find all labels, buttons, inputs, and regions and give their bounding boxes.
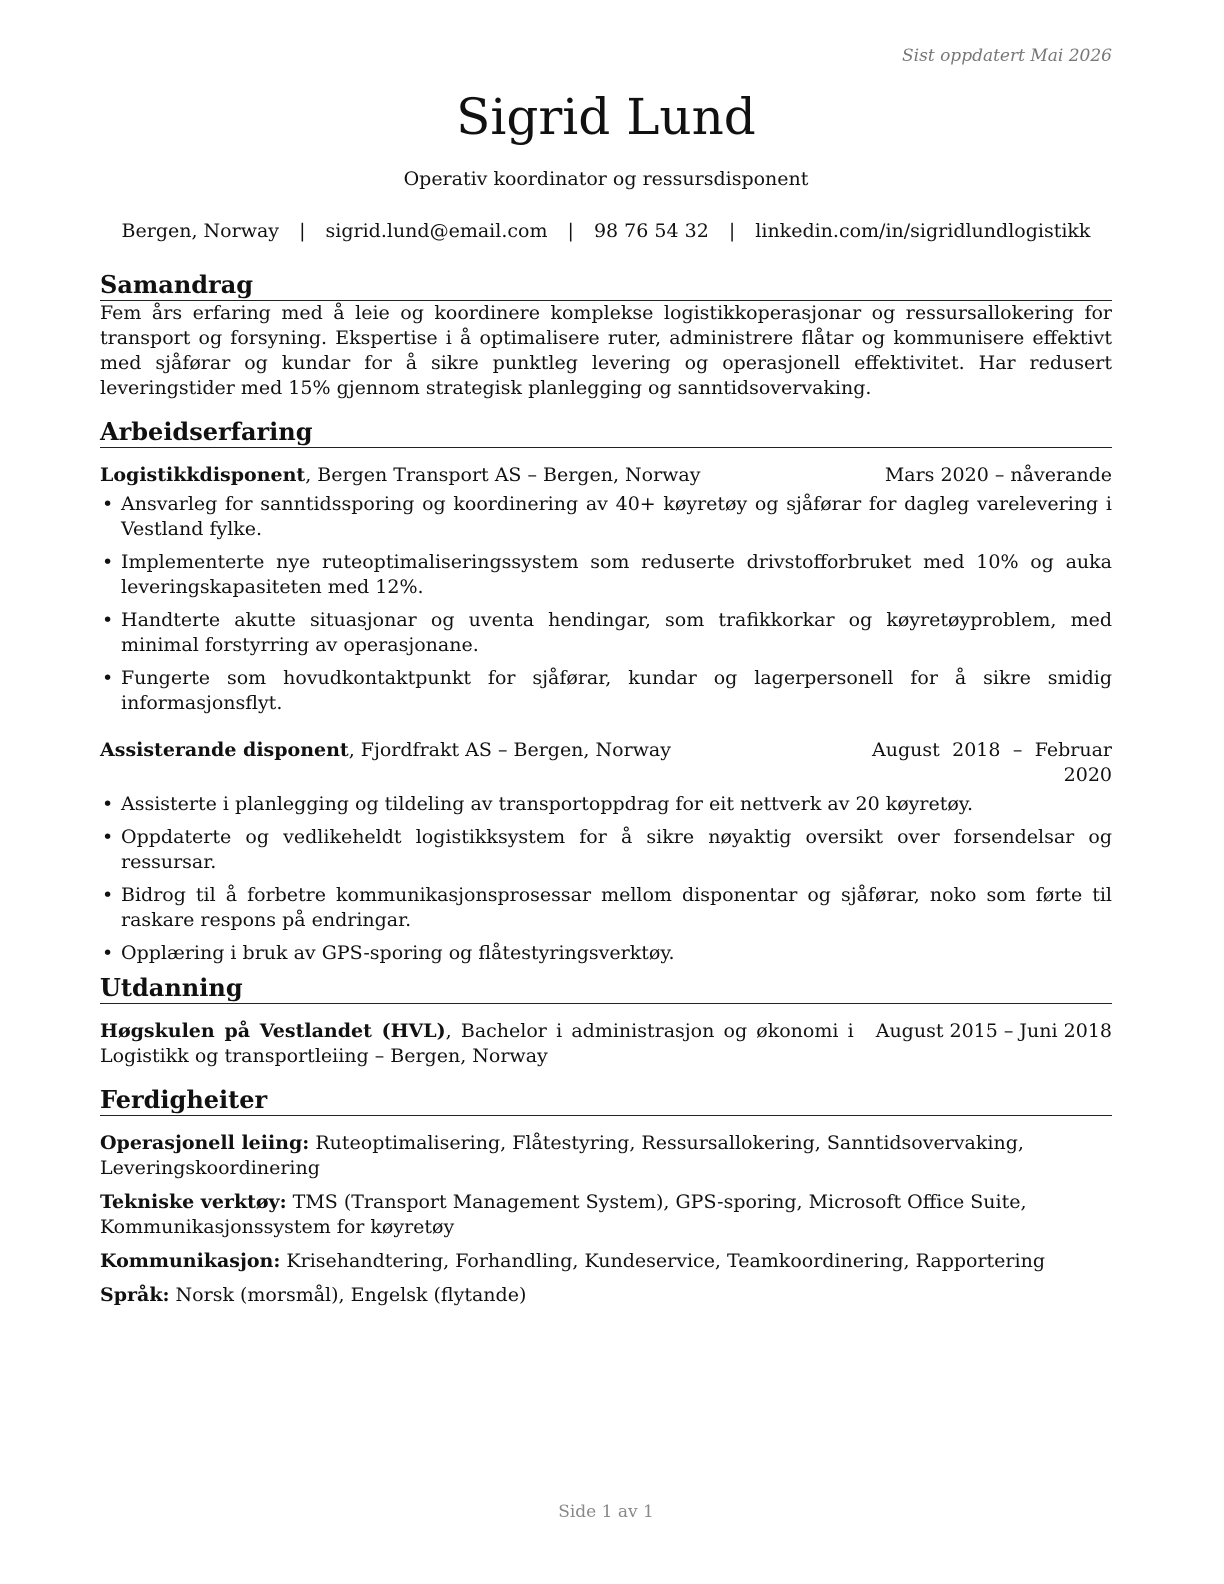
skill-label: Operasjonell leiing: <box>100 1132 310 1154</box>
skill-row <box>100 1249 1112 1274</box>
resume-page <box>100 0 1112 1584</box>
contact-location: Bergen, Norway <box>121 220 280 242</box>
candidate-name: Sigrid Lund <box>456 88 756 146</box>
skill-label: Tekniske verktøy: <box>100 1191 287 1213</box>
job-entry <box>100 463 1112 716</box>
skill-row <box>100 1190 1112 1240</box>
education-details <box>100 1019 854 1069</box>
job-bullets <box>100 492 1112 716</box>
job-entry <box>100 738 1112 966</box>
list-item: • Bidrog til å forbetre kommunikasjonsprosessar mellom disponentar og sjåførar, noko som førte til raskare respons på endringar. <box>100 883 1112 933</box>
job-company: , Bergen Transport AS – Bergen, Norway <box>305 464 701 486</box>
job-role: Logistikkdisponent <box>100 464 306 486</box>
summary-text: Fem års erfaring med å leie og koordinere komplekse logistikkoperasjonar og ressursallokering for transport og forsyning. Ekspertise i å optimalisere ruter, administrere flåtar og kommunisere effektivt med sjåførar og kundar for å sikre punktleg levering og operasjonell effektivitet. Har redusert leveringstider med 15% gjennom strategisk planlegging og sanntidsovervaking. <box>100 302 1112 399</box>
skill-value: Krisehandtering, Forhandling, Kundeservice, Teamkoordinering, Rapportering <box>280 1250 1045 1272</box>
section-title-summary: Samandrag <box>100 271 1112 301</box>
job-header <box>100 463 1112 488</box>
summary-section <box>100 271 1112 401</box>
experience-list <box>100 463 1112 966</box>
job-bullets <box>100 792 1112 966</box>
list-item: • Assisterte i planlegging og tildeling av transportoppdrag for eit nettverk av 20 køyretøy. <box>100 792 1112 817</box>
resume-content <box>100 271 1112 1317</box>
job-dates: Mars 2020 – nåverande <box>884 464 1112 486</box>
job-company: , Fjordfrakt AS – Bergen, Norway <box>348 739 671 761</box>
skill-value: Norsk (morsmål), Engelsk (flytande) <box>169 1284 527 1306</box>
job-header <box>100 738 1112 788</box>
contact-line <box>100 219 1112 244</box>
section-title-experience: Arbeidserfaring <box>100 418 1112 448</box>
contact-linkedin[interactable]: linkedin.com/in/sigridlundlogistikk <box>755 220 1091 242</box>
skills-section <box>100 1086 1112 1308</box>
contact-phone[interactable]: 98 76 54 32 <box>593 220 709 242</box>
section-title-education: Utdanning <box>100 974 1112 1004</box>
list-item: • Oppdaterte og vedlikeheldt logistikksystem for å sikre nøyaktig oversikt over forsendelsar og ressursar. <box>100 825 1112 875</box>
job-title-line <box>100 738 856 763</box>
list-item: • Fungerte som hovudkontaktpunkt for sjåførar, kundar og lagerpersonell for å sikre smidig informasjonsflyt. <box>100 666 1112 716</box>
section-title-skills: Ferdigheiter <box>100 1086 1112 1116</box>
job-dates: August 2018 – Februar 2020 <box>872 739 1112 786</box>
list-item: • Opplæring i bruk av GPS-sporing og flåtestyringsverktøy. <box>100 941 1112 966</box>
experience-section <box>100 418 1112 966</box>
skill-label: Språk: <box>100 1284 170 1306</box>
skill-label: Kommunikasjon: <box>100 1250 281 1272</box>
contact-email[interactable]: sigrid.lund@email.com <box>325 220 548 242</box>
education-degree: , Bachelor i administrasjon og økonomi i Logistikk og transportleiing – Bergen, Norway <box>100 1020 854 1067</box>
education-entry <box>100 1019 1112 1069</box>
list-item: • Implementerte nye ruteoptimaliseringssystem som reduserte drivstofforbruket med 10% og auka leveringskapasiteten med 12%. <box>100 550 1112 600</box>
skill-row <box>100 1131 1112 1181</box>
education-dates: August 2015 – Juni 2018 <box>875 1020 1112 1042</box>
job-title-line <box>100 463 869 488</box>
contact-separator: | <box>728 220 736 242</box>
skill-value: Ruteoptimalisering, Flåtestyring, Ressursallokering, Sanntidsovervaking, Leveringskoordinering <box>100 1132 1024 1179</box>
candidate-tagline: Operativ koordinator og ressursdisponent <box>403 168 809 190</box>
page-number: Side 1 av 1 <box>558 1502 654 1522</box>
education-section <box>100 974 1112 1069</box>
skill-value: TMS (Transport Management System), GPS-sporing, Microsoft Office Suite, Kommunikasjonssystem for køyretøy <box>100 1191 1027 1238</box>
list-item: • Handterte akutte situasjonar og uventa hendingar, som trafikkorkar og køyretøyproblem, med minimal forstyrring av operasjonane. <box>100 608 1112 658</box>
skills-list <box>100 1131 1112 1308</box>
skill-row <box>100 1283 1112 1308</box>
list-item: • Ansvarleg for sanntidssporing og koordinering av 40+ køyretøy og sjåførar for dagleg varelevering i Vestland fylke. <box>100 492 1112 542</box>
last-updated: Sist oppdatert Mai 2026 <box>902 46 1112 66</box>
education-school: Høgskulen på Vestlandet (HVL) <box>100 1020 446 1042</box>
contact-separator: | <box>299 220 306 242</box>
contact-separator: | <box>567 220 574 242</box>
job-role: Assisterande disponent <box>100 739 349 761</box>
